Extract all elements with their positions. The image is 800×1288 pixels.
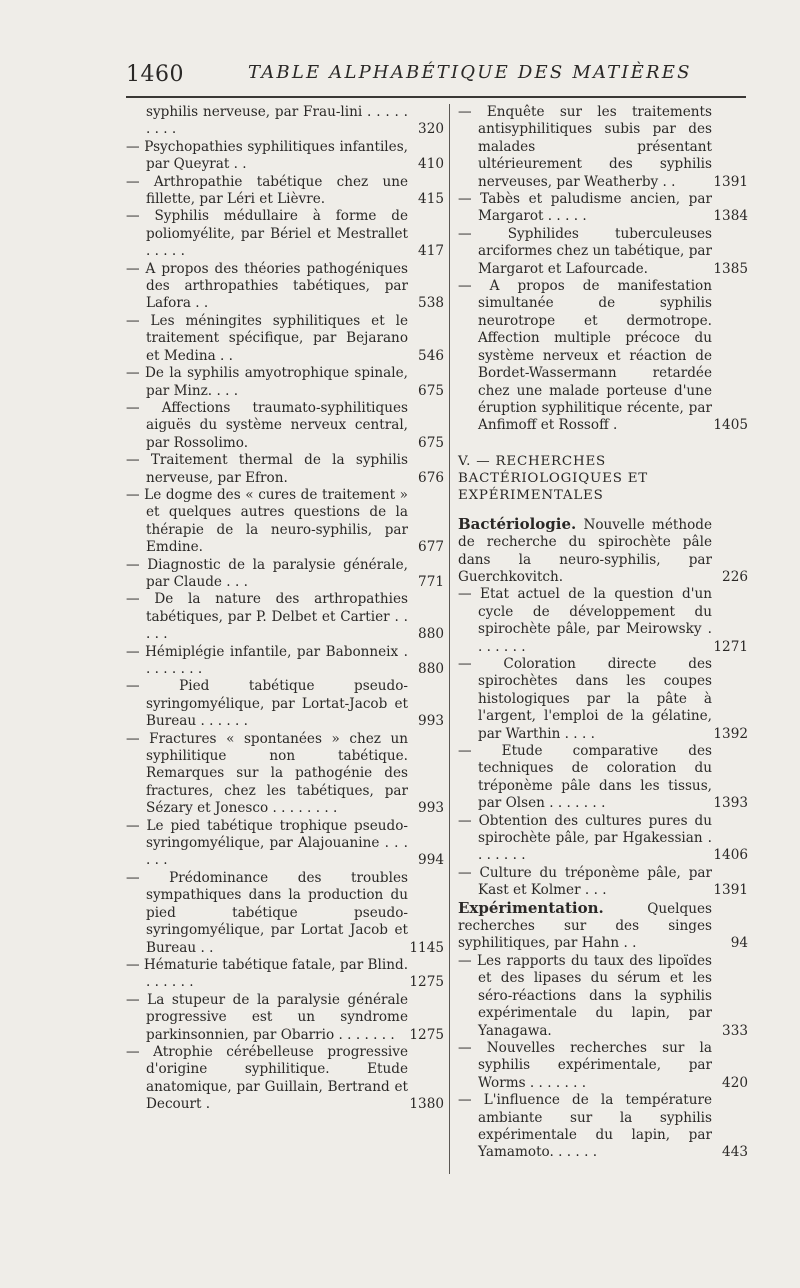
entry-text: — L'influence de la température ambiante sur la syphilis expérimentale du lapin, par Yamamoto. . . . . . (458, 1092, 712, 1161)
entry-page: 1271 (713, 638, 748, 655)
entry-text: — Prédominance des troubles sympathiques dans la production du pied tabétique pseudo-syringomyélique, par Lortat Jacob et Bureau . . (126, 869, 408, 956)
entry-text: — A propos de manifestation simultanée de syphilis neurotrope et dermotrope. Affection multiple précoce du système nerveux et réaction de Bordet-Wassermann retardée chez une malade porteuse d'une éruption syphilitique récente, par Anfimoff et Rossoff . (458, 278, 712, 434)
right-column-entries (458, 104, 748, 435)
index-entry (458, 586, 748, 656)
entry-text: Quelques recherches sur des singes syphilitiques, par Hahn . . (458, 900, 712, 952)
entry-page: 1393 (713, 795, 748, 812)
entry-text: — Etude comparative des techniques de coloration du tréponème pâle dans les tissus, par Olsen . . . . . . . (458, 743, 712, 812)
index-entry (458, 278, 748, 435)
entry-page: 993 (418, 800, 444, 817)
entry-text: — Affections traumato-syphilitiques aiguës du système nerveux central, par Rossolimo. (126, 399, 408, 451)
entry-text: — De la syphilis amyotrophique spinale, par Minz. . . . (126, 365, 408, 399)
entry-text: — Traitement thermal de la syphilis nerveuse, par Efron. (126, 452, 408, 486)
entry-text: — Le dogme des « cures de traitement » et quelques autres questions de la thérapie de la neuro-syphilis, par Emdine. (126, 486, 408, 556)
entry-text: — Diagnostic de la paralysie générale, par Claude . . . (126, 556, 408, 590)
entry-page: 880 (418, 661, 444, 677)
entry-text: — Tabès et paludisme ancien, par Margarot . . . . . (458, 191, 712, 225)
entry-page: 675 (418, 434, 444, 451)
entry-text: — De la nature des arthropathies tabétiques, par P. Delbet et Cartier . . . . . (126, 591, 408, 643)
entry-page: 1275 (409, 1026, 444, 1043)
index-entry (126, 992, 444, 1044)
entry-page: 1391 (713, 173, 748, 190)
index-entry (126, 139, 444, 174)
entry-page: 1275 (409, 974, 444, 991)
index-entry (126, 174, 444, 209)
right-column (458, 104, 748, 1162)
header-rule (126, 96, 746, 98)
entry-text: Nouvelle méthode de recherche du spirochète pâle dans la neuro-syphilis, par Guerchkovitch. (458, 516, 713, 585)
index-entry (458, 1040, 748, 1092)
entry-text: — Syphilides tuberculeuses arciformes chez un tabétique, par Margarot et Lafourcade. (458, 225, 712, 277)
column-divider (449, 104, 450, 1174)
entry-page: 417 (418, 243, 444, 260)
entry-page: 677 (418, 539, 444, 556)
index-entry (458, 953, 748, 1040)
index-entry (126, 365, 444, 400)
left-column (126, 104, 444, 1114)
entry-text: — Fractures « spontanées » chez un syphilitique non tabétique. Remarques sur la pathogénie des fractures, chez les tabétiques, par Sézary et Jonesco . . . . . . . . (126, 730, 408, 817)
entry-page: 94 (730, 935, 748, 952)
entry-text: — Nouvelles recherches sur la syphilis expérimentale, par Worms . . . . . . . (458, 1039, 712, 1091)
entry-text: — Syphilis médullaire à forme de poliomyélite, par Bériel et Mestrallet . . . . . (126, 208, 408, 260)
entry-page: 415 (418, 191, 444, 208)
entry-page: 320 (418, 121, 444, 138)
entry-text: syphilis nerveuse, par Frau-lini . . . . . . . . . (146, 104, 408, 138)
index-entry (458, 813, 748, 865)
entry-text: — A propos des théories pathogéniques des arthropathies tabétiques, par Lafora . . (126, 260, 408, 312)
entry-page: 546 (418, 347, 444, 364)
entry-page: 420 (722, 1074, 748, 1091)
index-entry (126, 487, 444, 557)
index-entry (126, 557, 444, 592)
index-entry (458, 656, 748, 743)
entry-text: — Les méningites syphilitiques et le traitement spécifique, par Bejarano et Medina . . (126, 312, 408, 364)
index-entry (458, 226, 748, 278)
running-head: TABLE ALPHABÉTIQUE DES MATIÈRES (248, 62, 692, 83)
entry-text: — Le pied tabétique trophique pseudo-syringomyélique, par Alajouanine . . . . . . (126, 817, 408, 869)
entry-text: — Atrophie cérébelleuse progressive d'origine syphilitique. Etude anatomique, par Guillain, Bertrand et Decourt . (126, 1043, 408, 1113)
index-entry (126, 957, 444, 992)
index-entry (126, 313, 444, 365)
page-number: 1460 (126, 62, 184, 87)
entry-text: — Obtention des cultures pures du spirochète pâle, par Hgakessian . . . . . . . (458, 812, 712, 864)
index-entry (126, 452, 444, 487)
index-entry (458, 743, 748, 813)
entry-page: 771 (418, 573, 444, 590)
entry-text: — La stupeur de la paralysie générale progressive est un syndrome parkinsonnien, par Obarrio . . . . . . . (126, 991, 408, 1043)
bacteriologie-first-entry (458, 516, 748, 587)
entry-page: 1145 (409, 939, 444, 956)
index-entry (126, 400, 444, 452)
experimentation-entries (458, 953, 748, 1162)
index-entry (458, 1092, 748, 1162)
entry-page: 1384 (713, 208, 748, 225)
entry-page: 675 (418, 382, 444, 399)
entry-page: 1391 (713, 882, 748, 899)
entry-text: — Hématurie tabétique fatale, par Blind. . . . . . . (126, 956, 409, 991)
entry-page: 1405 (713, 417, 748, 434)
index-entry (126, 678, 444, 730)
index-entry (126, 818, 444, 870)
index-entry (458, 104, 748, 191)
index-entry (458, 191, 748, 226)
index-entry (126, 870, 444, 957)
bacteriologie-entries (458, 586, 748, 899)
index-entry (126, 104, 444, 139)
entry-text: — Enquête sur les traitements antisyphilitiques subis par des malades présentant ultérieurement des syphilis nerveuses, par Weatherby . . (458, 104, 712, 190)
entry-text: — Les rapports du taux des lipoïdes et des lipases du sérum et les séro-réactions dans la syphilis expérimentale du lapin, par Yanagawa. (458, 952, 712, 1039)
experimentation-group (458, 900, 748, 953)
entry-text: — Hémiplégie infantile, par Babonneix . . . . . . . . (126, 643, 408, 677)
index-entry (126, 591, 444, 643)
index-entry (126, 731, 444, 818)
entry-page: 994 (418, 852, 444, 869)
index-entry (126, 644, 444, 679)
entry-page: 410 (418, 156, 444, 173)
index-entry (458, 865, 748, 900)
entry-page: 1406 (713, 847, 748, 864)
entry-text: — Coloration directe des spirochètes dans les coupes histologiques par la pâte à l'argent, l'emploi de la gélatine, par Warthin . . . . (458, 655, 712, 742)
experimentation-label: Expérimentation. (458, 898, 604, 917)
entry-text: — Psychopathies syphilitiques infantiles, par Queyrat . . (126, 138, 408, 173)
index-entry (126, 208, 444, 260)
entry-page: 1380 (409, 1096, 444, 1113)
entry-text: — Etat actuel de la question d'un cycle de développement du spirochète pâle, par Meirowsky . . . . . . . (458, 586, 712, 655)
experimentation-first-entry (458, 900, 748, 953)
entry-text: — Pied tabétique pseudo-syringomyélique, par Lortat-Jacob et Bureau . . . . . . (126, 678, 408, 730)
entry-page: 676 (418, 469, 444, 486)
entry-page: 993 (418, 713, 444, 730)
entry-text: — Arthropathie tabétique chez une fillette, par Léri et Lièvre. (126, 173, 408, 208)
entry-page: 333 (722, 1022, 748, 1039)
index-entry (126, 261, 444, 313)
bacteriologie-label: Bactériologie. (458, 514, 577, 533)
entry-page: 1385 (713, 260, 748, 277)
entry-page: 538 (418, 295, 444, 312)
entry-page: 226 (722, 568, 748, 585)
index-entry (126, 1044, 444, 1114)
entry-text: — Culture du tréponème pâle, par Kast et Kolmer . . . (458, 864, 712, 899)
bacteriologie-group (458, 516, 748, 587)
entry-page: 880 (418, 626, 444, 643)
entry-page: 443 (722, 1144, 748, 1161)
entry-page: 1392 (713, 725, 748, 742)
section-heading: V. — RECHERCHES BACTÉRIOLOGIQUES ET EXPÉRIMENTALES (458, 453, 649, 503)
